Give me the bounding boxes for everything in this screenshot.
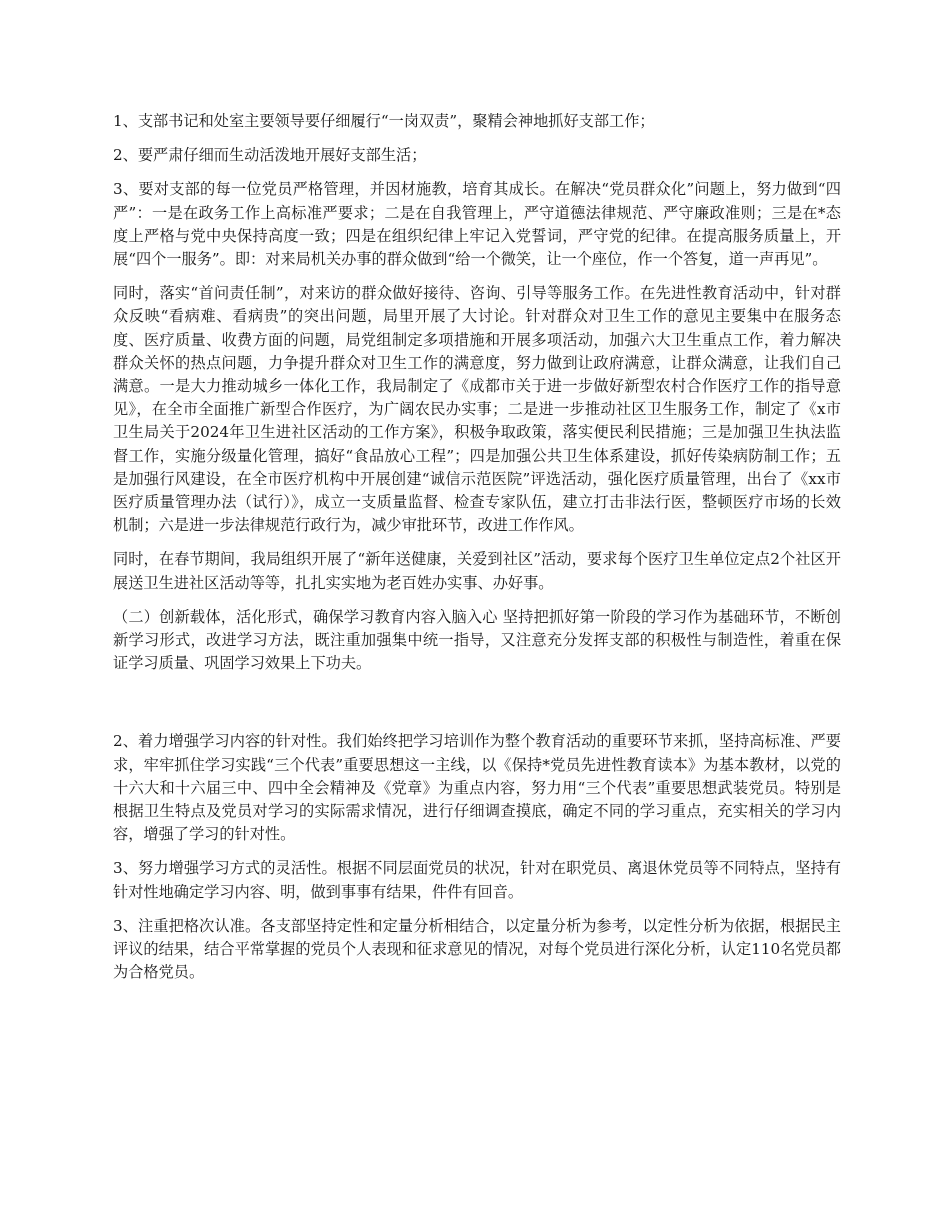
- paragraph-section-two: （二）创新载体，活化形式，确保学习教育内容入脑入心 坚持把抓好第一阶段的学习作为基础环节，不断创新学习形式，改进学习方法，既注重加强集中统一指导，又注意充分发挥支部的积极性与制造性，着重在保证学习质量、巩固学习效果上下功夫。: [113, 607, 841, 673]
- paragraph-service: 同时，落实“首问责任制”，对来访的群众做好接待、咨询、引导等服务工作。在先进性教育活动中，针对群众反映“看病难、看病贵”的突出问题，局里开展了大讨论。针对群众对卫生工作的意见主要集中在服务态度、医疗质量、收费方面的问题，局党组制定多项措施和开展多项活动，加强六大卫生重点工作，着力解决群众关怀的热点问题，力争提升群众对卫生工作的满意度，努力做到让政府满意，让群众满意，让我们自己满意。一是大力推动城乡一体化工作，我局制定了《成都市关于进一步做好新型农村合作医疗工作的指导意见》，在全市全面推广新型合作医疗，为广阔农民办实事；二是进一步推动社区卫生服务工作，制定了《x市卫生局关于2024年卫生进社区活动的工作方案》，积极争取政策，落实便民利民措施；三是加强卫生执法监督工作，实施分级量化管理，搞好“食品放心工程”；四是加强公共卫生体系建设，抓好传染病防制工作；五是加强行风建设，在全市医疗机构中开展创建“诚信示范医院”评选活动，强化医疗质量管理，出台了《xx市医疗质量管理办法（试行）》，成立一支质量监督、检查专家队伍，建立打击非法行医，整顿医疗市场的长效机制；六是进一步法律规范行政行为，减少审批环节，改进工作作风。: [113, 284, 841, 535]
- paragraph-spring-festival: 同时，在春节期间，我局组织开展了“新年送健康，关爱到社区”活动，要求每个医疗卫生单位定点2个社区开展送卫生进社区活动等等，扎扎实实地为老百姓办实事、办好事。: [113, 550, 841, 592]
- paragraph-item-1: 1、支部书记和处室主要领导要仔细履行“一岗双责”，聚精会神地抓好支部工作；: [113, 112, 655, 130]
- paragraph-item-2: 2、要严肃仔细而生动活泼地开展好支部生活；: [113, 146, 427, 165]
- document-body: [113, 110, 841, 996]
- paragraph-item-3: 3、要对支部的每一位党员严格管理，并因材施教，培育其成长。在解决“党员群众化”问题上，努力做到“四严”：一是在政务工作上高标准严要求；二是在自我管理上，严守道德法律规范、严守廉政准则；三是在*态度上严格与党中央保持高度一致；四是在组织纪律上牢记入党誓词，严守党的纪律。在提高服务质量上，开展“四个一服务”。即：对来局机关办事的群众做到“给一个微笑，让一个座位，作一个答复，道一声再见”。: [113, 180, 841, 269]
- blank-gap: [113, 686, 841, 730]
- paragraph-study-method: 3、努力增强学习方式的灵活性。根据不同层面党员的状况，针对在职党员、离退休党员等不同特点，坚持有针对性地确定学习内容、明，做到事事有结果，件件有回音。: [113, 859, 841, 901]
- paragraph-evaluation: 3、注重把格次认准。各支部坚持定性和定量分析相结合，以定量分析为参考，以定性分析为依据，根据民主评议的结果，结合平常掌握的党员个人表现和征求意见的情况，对每个党员进行深化分析，认定110名党员都为合格党员。: [113, 916, 841, 982]
- paragraph-study-content: 2、着力增强学习内容的针对性。我们始终把学习培训作为整个教育活动的重要环节来抓，坚持高标准、严要求，牢牢抓住学习实践“三个代表”重要思想这一主线，以《保持*党员先进性教育读本》为基本教材，以党的十六大和十六届三中、四中全会精神及《党章》为重点内容，努力用“三个代表”重要思想武装党员。特别是根据卫生特点及党员对学习的实际需求情况，进行仔细调查摸底，确定不同的学习重点，充实相关的学习内容，增强了学习的针对性。: [113, 732, 841, 844]
